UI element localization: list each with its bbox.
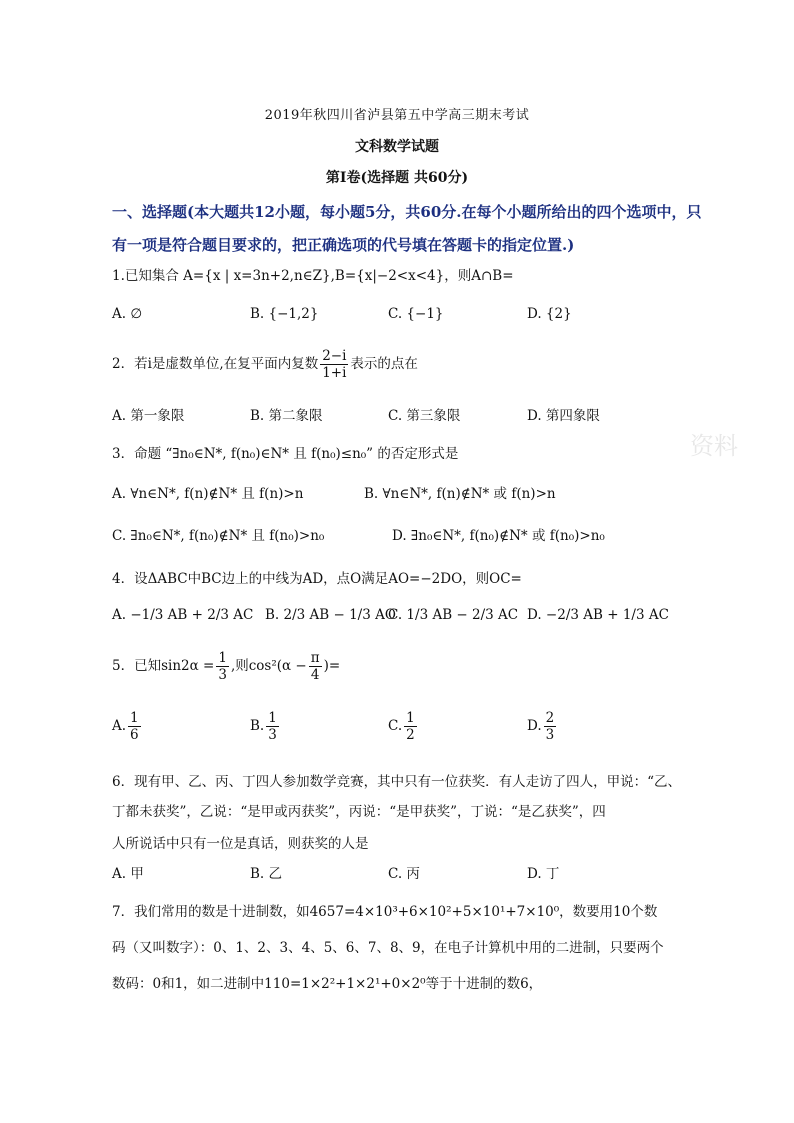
section-instructions	[112, 196, 712, 262]
q6-option-d: D. 丁	[527, 866, 560, 882]
question-1: 1.已知集合 A={x | x=3n+2,n∈Z},B={x|−2<x<4}，则A∩B=	[112, 268, 514, 284]
q5-pi-fraction	[309, 650, 322, 683]
q3-option-d: D. ∃n₀∈N*, f(n₀)∉N* 或 f(n₀)>n₀	[392, 528, 605, 544]
q5-option-a	[112, 710, 143, 743]
q5-d-fraction	[544, 710, 557, 743]
q6-option-c: C. 丙	[388, 866, 420, 882]
q5-option-c	[388, 710, 419, 743]
q1-option-b: B. {−1,2}	[250, 306, 319, 322]
q2-denominator: 1+i	[322, 365, 347, 381]
q5-b-label: B.	[250, 718, 265, 734]
q5-prefix: 5．已知sin2α =	[112, 658, 215, 674]
q6-line-3: 人所说话中只有一位是真话，则获奖的人是	[112, 836, 369, 852]
q2-numerator: 2−i	[322, 348, 347, 364]
subject-title: 文科数学试题	[355, 139, 439, 155]
q5-pi-num: π	[310, 650, 320, 666]
q4-option-a: A. −1/3 AB + 2/3 AC	[112, 607, 254, 623]
q5-option-b	[250, 710, 281, 743]
q5-b-num: 1	[268, 710, 277, 726]
question-3: 3．命题 “∃n₀∈N*, f(n₀)∈N* 且 f(n₀)≤n₀” 的否定形式是	[112, 446, 459, 462]
q6-line-1: 6．现有甲、乙、丙、丁四人参加数学竞赛，其中只有一位获奖．有人走访了四人，甲说：“乙、	[112, 774, 681, 790]
q5-b-den: 3	[268, 727, 277, 743]
q2-option-a: A. 第一象限	[112, 408, 185, 424]
q6-option-b: B. 乙	[250, 866, 283, 882]
q2-suffix: 表示的点在	[350, 356, 418, 372]
q5-c-fraction	[404, 710, 417, 743]
q5-a-num: 1	[130, 710, 139, 726]
q5-b-fraction	[266, 710, 279, 743]
q5-option-d	[527, 710, 558, 743]
q4-option-d: D. −2/3 AB + 1/3 AC	[527, 607, 669, 623]
q5-pi-den: 4	[310, 667, 320, 683]
q2-option-d: D. 第四象限	[527, 408, 600, 424]
q5-frac-num: 1	[218, 650, 227, 666]
q2-prefix: 2．若i是虚数单位,在复平面内复数	[112, 356, 319, 372]
q5-fraction	[216, 650, 229, 683]
q5-d-den: 3	[545, 727, 555, 743]
question-5	[112, 650, 340, 683]
q2-option-c: C. 第三象限	[388, 408, 461, 424]
q2-option-b: B. 第二象限	[250, 408, 323, 424]
q1-option-c: C. {−1}	[388, 306, 444, 322]
q7-line-3: 数码：0和1，如二进制中110=1×2²+1×2¹+0×2⁰等于十进制的数6，	[112, 976, 543, 992]
q5-c-num: 1	[406, 710, 415, 726]
q4-option-c: C. 1/3 AB − 2/3 AC	[388, 607, 519, 623]
q5-c-label: C.	[388, 718, 403, 734]
q7-line-1: 7．我们常用的数是十进制数，如4657=4×10³+6×10²+5×10¹+7×10⁰，数要用10个数	[112, 904, 658, 920]
q2-fraction	[320, 348, 348, 381]
q5-a-fraction	[128, 710, 141, 743]
question-2	[112, 348, 418, 381]
q3-option-b: B. ∀n∈N*, f(n)∉N* 或 f(n)>n	[364, 486, 556, 502]
watermark: 资料	[690, 432, 738, 460]
q5-d-label: D.	[527, 718, 542, 734]
q5-a-den: 6	[130, 727, 139, 743]
q1-option-d: D. {2}	[527, 306, 572, 322]
q7-line-2: 码（又叫数字）：0、1、2、3、4、5、6、7、8、9，在电子计算机中用的二进制，只要两个	[112, 940, 664, 956]
q3-option-a: A. ∀n∈N*, f(n)∉N* 且 f(n)>n	[112, 486, 304, 502]
q5-mid: ,则cos²(α −	[230, 658, 307, 674]
q5-c-den: 2	[406, 727, 415, 743]
volume-title: 第Ⅰ卷(选择题 共60分)	[325, 170, 469, 186]
question-4: 4．设ΔABC中BC边上的中线为AD，点O满足AO=−2DO，则OC=	[112, 571, 522, 587]
q5-d-num: 2	[545, 710, 555, 726]
q5-suffix: )=	[323, 658, 341, 674]
section-line-2: 有一项是符合题目要求的，把正确选项的代号填在答题卡的指定位置.)	[112, 236, 575, 254]
q5-frac-den: 3	[218, 667, 227, 683]
section-line-1: 一、选择题(本大题共12小题，每小题5分，共60分.在每个小题所给出的四个选项中，只	[112, 203, 702, 221]
q6-option-a: A. 甲	[112, 866, 144, 882]
q5-a-label: A.	[112, 718, 127, 734]
exam-title: 2019年秋四川省泸县第五中学高三期末考试	[264, 108, 530, 123]
q4-option-b: B. 2/3 AB − 1/3 AO	[265, 607, 396, 623]
q3-option-c: C. ∃n₀∈N*, f(n₀)∉N* 且 f(n₀)>n₀	[112, 528, 325, 544]
q6-line-2: 丁都未获奖”，乙说：“是甲或丙获奖”，丙说：“是甲获奖”，丁说：“是乙获奖”，四	[112, 804, 606, 820]
q1-option-a: A. ∅	[112, 306, 143, 322]
